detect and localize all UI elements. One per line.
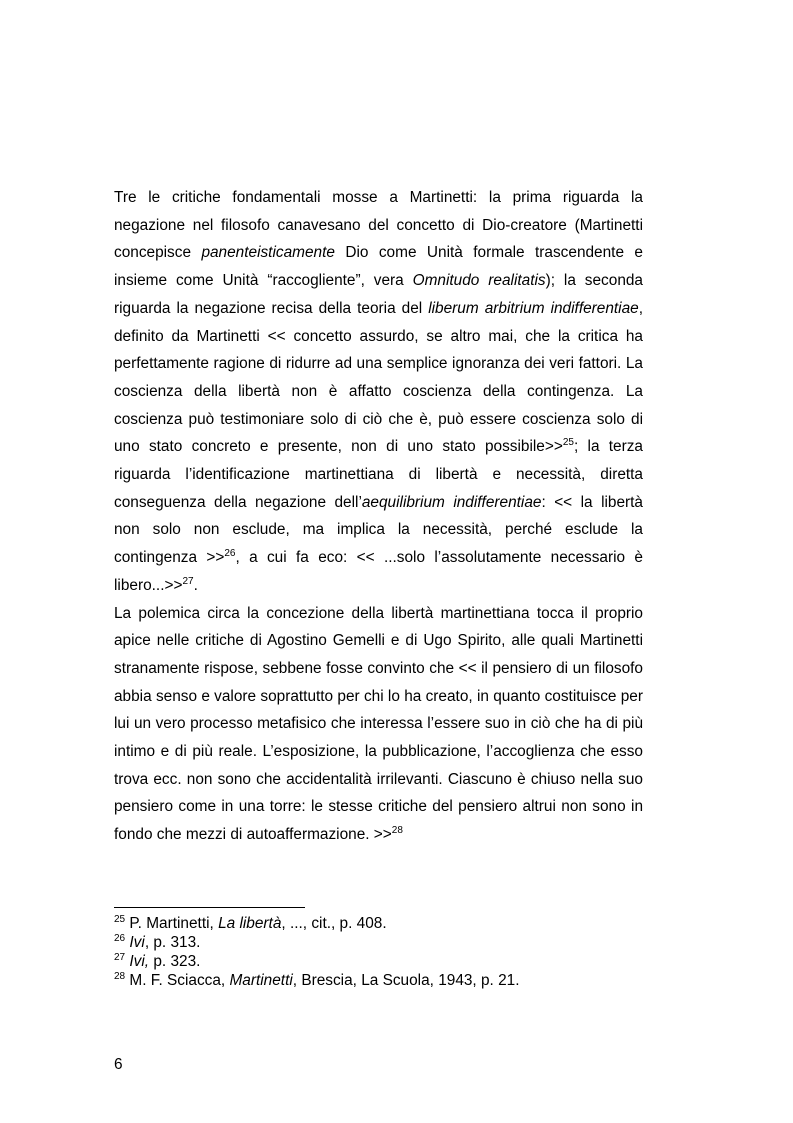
footnote-number: 27 [114,952,126,963]
footnote-number: 26 [114,933,126,944]
footnote-text: , ..., cit., p. 408. [281,915,387,932]
footnote-number: 25 [114,914,126,925]
footnote-text: , p. 313. [144,934,201,951]
footnote-ref-27[interactable]: 27 [182,575,194,587]
footnote-27 [114,952,643,971]
footnote-italic: La libertà [218,915,282,932]
footnote-25 [114,914,643,933]
footnote-text: P. Martinetti, [125,915,219,932]
footnote-ref-28[interactable]: 28 [391,825,403,837]
footnote-italic: Ivi, [129,953,150,970]
footnote-text: p. 323. [149,953,201,970]
text-run: ; la terza riguarda l’identificazione martinettiana di libertà e necessità, diretta conseguenza della negazione dell’ [114,438,643,511]
footnote-28 [114,971,643,990]
italic-run: liberum arbitrium indifferentiae [428,299,639,317]
text-run: , definito da Martinetti << concetto assurdo, se altro mai, che la critica ha perfettamente ragione di ridurre ad una semplice ignoranza dei veri fattori. La coscienza della libertà non è affatto coscienza della contingenza. La coscienza può testimoniare solo di ciò che è, può essere coscienza solo di uno stato concreto e presente, non di uno stato possibile>> [114,299,643,456]
footnote-text: M. F. Sciacca, [125,972,230,989]
footnote-ref-25[interactable]: 25 [562,437,574,449]
text-run: Dio come Unità formale trascendente e insieme come Unità “raccogliente”, vera [114,244,643,290]
footnote-italic: Ivi [129,934,145,951]
italic-run: aequilibrium indifferentiae [361,493,542,511]
footnote-ref-26[interactable]: 26 [224,548,236,560]
italic-run: Omnitudo realitatis [412,272,546,290]
footnote-separator [114,907,305,908]
text-run: . [193,576,198,594]
text-run: : << la libertà non solo non esclude, ma implica la necessità, perché esclude la contingenza >> [114,493,643,567]
footnotes [114,914,643,990]
footnote-italic: Martinetti [229,972,293,989]
italic-run: panenteisticamente [201,244,335,262]
text-run: Tre le critiche fondamentali mosse a Martinetti: la prima riguarda la negazione nel filosofo canavesano del concetto di Dio-creatore (Martinetti concepisce [114,189,643,262]
text-run: ); la seconda riguarda la negazione recisa della teoria del [114,272,643,317]
footnote-26 [114,933,643,952]
paragraph-2 [114,600,643,849]
footnote-number: 28 [114,971,126,982]
paragraph-1 [114,184,643,600]
page-number: 6 [114,1056,123,1073]
text-run: La polemica circa la concezione della libertà martinettiana tocca il proprio apice nelle critiche di Agostino Gemelli e di Ugo Spirito, alle quali Martinetti stranamente rispose, sebbene fosse convinto che << il pensiero di un filosofo abbia senso e valore soprattutto per chi lo ha creato, in quanto costituisce per lui un vero processo metafisico che interessa l’essere suo in ciò che ha di più intimo e di più reale. L’esposizione, la pubblicazione, l’accoglienza che esso trova ecc. non sono che accidentalità irrilevanti. Ciascuno è chiuso nella suo pensiero come in una torre: le stesse critiche del pensiero altrui non sono in fondo che mezzi di autoaffermazione. >> [114,604,643,844]
footnote-text: , Brescia, La Scuola, 1943, p. 21. [292,972,520,989]
text-run: , a cui fa eco: << ...solo l’assolutamente necessario è libero...>> [114,549,643,594]
page-body [114,184,643,849]
